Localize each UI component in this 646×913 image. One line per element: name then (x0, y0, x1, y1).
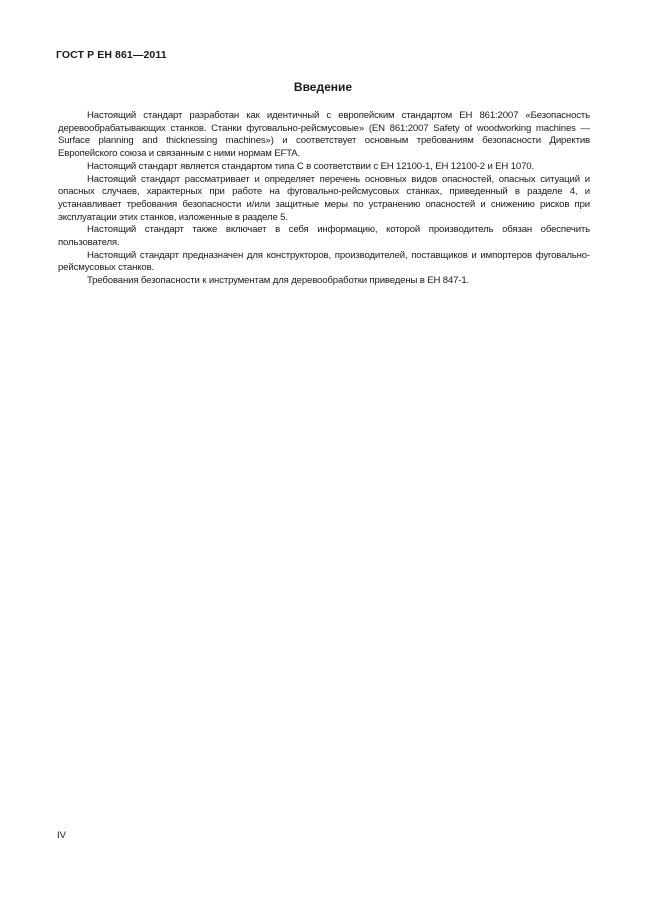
section-title: Введение (293, 80, 353, 94)
paragraph: Настоящий стандарт также включает в себя информацию, которой производитель обязан обеспечить пользователя. (58, 224, 590, 249)
paragraph: Требования безопасности к инструментам для деревообработки приведены в ЕН 847-1. (87, 275, 470, 287)
page-number: IV (57, 830, 67, 841)
paragraph: Настоящий стандарт предназначен для конструкторов, производителей, поставщиков и импортеров фуговально-рейсмусовых станков. (58, 249, 590, 274)
paragraph: Настоящий стандарт рассматривает и определяет перечень основных видов опасностей, опасных ситуаций и опасных случаев, характерных при работе на фуговально-рейсмусовых станках, приведенный в разделе 4, и устанавливает требования безопасности и/или защитные меры по устранению опасностей и снижению рисков при эксплуатации этих станков, изложенные в разделе 5. (58, 173, 590, 223)
paragraph: Настоящий стандарт является стандартом типа С в соответствии с ЕН 12100-1, ЕН 12100-2 и ЕН 1070. (87, 160, 534, 172)
paragraph: Настоящий стандарт разработан как идентичный с европейским стандартом ЕН 861:2007 «Безопасность деревообрабатывающих станков. Станки фуговально-рейсмусовые» (EN 861:2007 Safety of woodworking machines — Surface planning and thicknessing machines») и соответствует основным требованиям безопасности Директив Европейского союза и связанным с ними нормам EFTA. (58, 110, 590, 160)
introduction-body (58, 110, 590, 288)
document-code: ГОСТ Р ЕН 861—2011 (56, 49, 167, 61)
